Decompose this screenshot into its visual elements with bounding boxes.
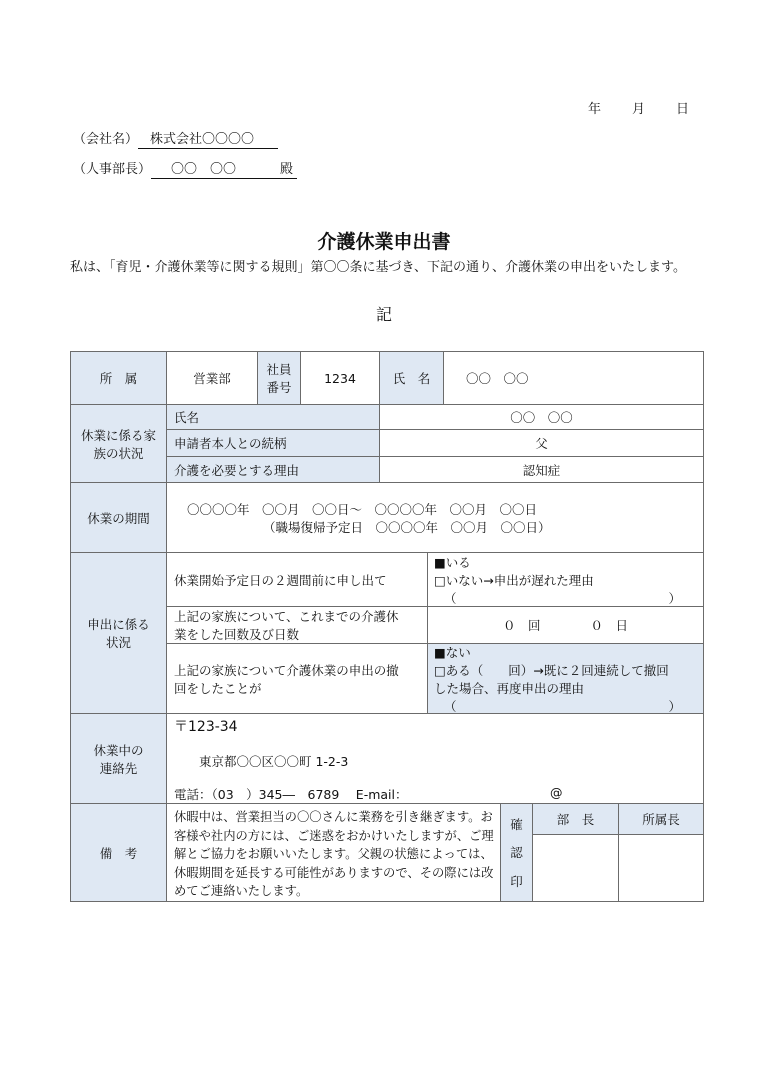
company-label: （会社名） — [73, 132, 139, 147]
family-label-1: 休業に係る家 — [80, 427, 156, 443]
q1-answer-2: □いない→申出が遅れた理由 — [434, 572, 594, 588]
q3-answer-3: した場合、再度申出の理由 — [434, 680, 585, 696]
contact-label — [71, 714, 167, 804]
reason-value[interactable]: 認知症 — [380, 457, 704, 483]
confirm-char-3: 印 — [510, 873, 523, 889]
date-line — [588, 98, 689, 117]
intro-text: 私は、「育児・介護休業等に関する規則」第〇〇条に基づき、下記の通り、介護休業の申出をいたします。 — [70, 260, 686, 275]
q1-text: 休業開始予定日の２週間前に申し出て — [167, 553, 428, 607]
manager-label: 部 長 — [533, 804, 619, 835]
company-value: 株式会社〇〇〇〇 — [138, 128, 278, 149]
company-line — [73, 128, 278, 149]
family-name-label: 氏名 — [167, 405, 380, 430]
q3-close-paren: ） — [668, 698, 681, 714]
q1-answer-3 — [434, 589, 703, 607]
application-label-2: 状況 — [105, 635, 131, 650]
q3-open-paren: （ — [444, 698, 457, 714]
period-line-2: （職場復帰予定日 〇〇〇〇年 〇〇月 〇〇日） — [263, 519, 551, 535]
name-label: 氏 名 — [380, 352, 444, 405]
contact-label-2: 連絡先 — [99, 760, 138, 776]
q3-text — [167, 644, 428, 714]
director-stamp-box[interactable] — [619, 835, 704, 902]
emp-no-label-2: 番号 — [266, 380, 292, 395]
q3-line-1: 上記の家族について介護休業の申出の撤 — [174, 662, 399, 678]
address: 東京都〇〇区〇〇町 1-2-3 — [199, 754, 349, 769]
name-value[interactable]: 〇〇 〇〇 — [444, 352, 704, 405]
q3-line-2: 回をしたことが — [174, 680, 262, 696]
q2-days: ０ 日 — [590, 618, 629, 633]
q3-answer-4 — [434, 697, 703, 715]
email-at: @ — [550, 785, 563, 800]
dept-value[interactable]: 営業部 — [167, 352, 258, 405]
period-label: 休業の期間 — [71, 483, 167, 553]
page-title: 介護休業申出書 — [317, 231, 451, 253]
emp-no-value[interactable]: 1234 — [301, 352, 380, 405]
manager-stamp-box[interactable] — [533, 835, 619, 902]
remarks-text[interactable]: 休暇中は、営業担当の〇〇さんに業務を引き継ぎます。お客様や社内の方には、ご迷惑をおかけいたしますが、ご理解とご協力をお願いいたします。父親の状態によっては、休暇期間を延長する可能性がありますので、その際には改めてご連絡いたします。 — [167, 804, 501, 902]
director-label: 所属長 — [619, 804, 704, 835]
dept-label: 所 属 — [71, 352, 167, 405]
hr-value: 〇〇 〇〇 — [171, 162, 237, 177]
application-label — [71, 553, 167, 714]
relation-value[interactable]: 父 — [380, 430, 704, 457]
reason-label: 介護を必要とする理由 — [167, 457, 380, 483]
q2-count: ０ 回 — [502, 618, 541, 633]
hr-label: （人事部長） — [73, 162, 152, 177]
hr-value-wrap — [151, 158, 297, 179]
family-label — [71, 405, 167, 483]
month-label: 月 — [632, 102, 646, 117]
hr-honorific: 殿 — [280, 162, 294, 177]
application-label-1: 申出に係る — [87, 617, 150, 632]
family-label-2: 族の状況 — [93, 445, 144, 461]
hr-line — [73, 158, 297, 179]
year-label: 年 — [588, 102, 602, 117]
ki-heading: 記 — [375, 305, 392, 324]
remarks-label: 備 考 — [71, 804, 167, 902]
day-label: 日 — [676, 102, 690, 117]
q2-answer[interactable] — [428, 607, 704, 644]
q1-answer-1: ■いる — [434, 554, 471, 570]
contact-label-1: 休業中の — [93, 742, 144, 758]
postal-code: 〒123-34 — [174, 719, 238, 735]
q2-text — [167, 607, 428, 644]
q2-line-1: 上記の家族について、これまでの介護休 — [174, 609, 399, 624]
family-name-value[interactable]: 〇〇 〇〇 — [380, 405, 704, 430]
period-line-1: 〇〇〇〇年 〇〇月 〇〇日～ 〇〇〇〇年 〇〇月 〇〇日 — [187, 501, 538, 517]
relation-label: 申請者本人との続柄 — [167, 430, 380, 457]
emp-no-label-1: 社員 — [266, 362, 292, 377]
confirm-char-2: 認 — [510, 845, 523, 861]
q3-answer-2: □ある（ 回）→既に２回連続して撤回 — [434, 662, 669, 678]
q2-line-2: 業をした回数及び日数 — [174, 627, 300, 642]
confirm-label — [501, 804, 533, 902]
phone-email: 電話：（03 ）345― 6789 E-mail： — [174, 787, 408, 802]
q3-answer-1: ■ない — [434, 644, 471, 660]
application-form — [70, 351, 704, 902]
period-value[interactable] — [167, 483, 704, 553]
q1-answer[interactable] — [428, 553, 704, 607]
q3-answer[interactable] — [428, 644, 704, 714]
emp-no-label — [258, 352, 301, 405]
q1-close-paren: ） — [668, 590, 681, 606]
q1-open-paren: （ — [444, 590, 457, 606]
confirm-char-1: 確 — [510, 817, 523, 833]
contact-value[interactable] — [167, 714, 704, 804]
